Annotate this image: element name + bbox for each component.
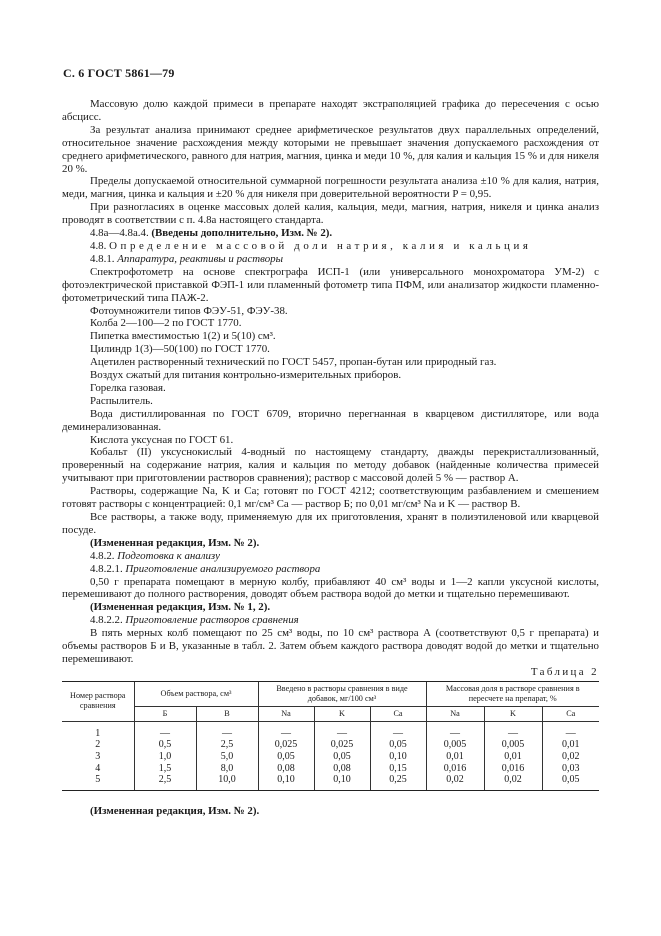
paragraph-acid: Кислота уксусная по ГОСТ 61. — [90, 433, 234, 446]
table-cell: 0,005 — [426, 739, 484, 751]
subsection-number: 4.8.2. — [90, 549, 118, 562]
paragraph-spectrophotometer: Спектрофотометр на основе спектрографа ИСП-1 (или универсального монохроматора УМ-2) с фотоэлектрической приставкой ФЭП-1 или пламенный фотометр типа ПФМ, или анализатор жидкости пламенно-фотометрический типа ПАЖ-2. — [62, 265, 599, 304]
subsection-heading-4-8-2 — [62, 550, 599, 563]
subsection-heading-4-8-2-1 — [62, 563, 599, 576]
paragraph-air: Воздух сжатый для питания контрольно-измерительных приборов. — [90, 369, 402, 382]
table-cell: 5,0 — [196, 751, 258, 763]
table-cell: 0,025 — [258, 739, 314, 751]
table-cell: 0,10 — [370, 751, 426, 763]
table-cell: 0,02 — [426, 774, 484, 790]
amendment-note: (Введены дополнительно, Изм. № 2). — [151, 227, 333, 240]
table-cell: — — [484, 721, 542, 739]
table-row — [62, 763, 599, 775]
table-2 — [62, 681, 599, 791]
subsection-number: 4.8.2.2. — [90, 614, 126, 627]
table-cell: 0,016 — [426, 763, 484, 775]
amendment-note-1: (Измененная редакция, Изм. № 2). — [90, 536, 260, 549]
subheader-na-mass: Na — [426, 706, 484, 721]
table-cell: 0,005 — [484, 739, 542, 751]
subheader-k-mass: K — [484, 706, 542, 721]
table-caption: Таблица 2 — [530, 665, 599, 678]
table-cell: 0,016 — [484, 763, 542, 775]
table-cell: 0,02 — [542, 751, 599, 763]
subheader-ca: Ca — [370, 706, 426, 721]
subsection-title: Приготовление анализируемого раствора — [125, 562, 321, 575]
table-cell: 0,01 — [484, 751, 542, 763]
table-cell: 0,10 — [258, 774, 314, 790]
amendment-note-2: (Измененная редакция, Изм. № 1, 2). — [90, 601, 271, 614]
table-cell: 8,0 — [196, 763, 258, 775]
table-cell: 0,5 — [134, 739, 196, 751]
header-solution-number: Номер раствора сравнения — [62, 681, 134, 721]
paragraph-water: Вода дистиллированная по ГОСТ 6709, вторично перегнанная в кварцевом дистилляторе, или вода деминерализованная. — [62, 407, 599, 433]
paragraph-sprayer: Распылитель. — [90, 394, 153, 407]
table-cell: 3 — [95, 750, 101, 762]
table-cell: — — [370, 721, 426, 739]
paragraph-amendment-48a — [62, 227, 599, 240]
paragraph-reference-prep: В пять мерных колб помещают по 25 см³ воды, по 10 см³ раствора А (соответствуют 0,5 г препарата) и объемы растворов Б и В, указанные в табл. 2. Затем объем каждого раствора доводят водой до метки и тщательно перемешивают. — [62, 627, 599, 665]
paragraph-result: За результат анализа принимают среднее арифметическое результатов двух параллельных определений, относительное значение расхождения между которыми не превышает значения допускаемого расхождения от среднего арифметического, равного для натрия, магния, цинка и меди 10 %, для калия и кальция 15 % и для никеля 20 %. — [62, 123, 599, 175]
header-volume: Объем раствора, см³ — [134, 681, 258, 706]
table-cell: 0,025 — [314, 739, 370, 751]
paragraph-sample-prep: 0,50 г препарата помещают в мерную колбу, прибавляют 40 см³ воды и 1—2 капли уксусной кислоты, перемешивают до полного растворения, доводят объем раствора водой до метки и тщательно перемешивают. — [62, 575, 599, 601]
paragraph-pipette: Пипетка вместимостью 1(2) и 5(10) см³. — [90, 330, 276, 343]
subheader-k: K — [314, 706, 370, 721]
header-mass-fraction: Массовая доля в растворе сравнения в пересчете на препарат, % — [426, 681, 599, 706]
amendment-note-final: (Измененная редакция, Изм. № 2). — [90, 804, 260, 817]
paragraph-flask: Колба 2—100—2 по ГОСТ 1770. — [90, 317, 242, 330]
table-cell: 5 — [62, 774, 134, 790]
table-cell: — — [314, 721, 370, 739]
table-cell: — — [196, 721, 258, 739]
document-body — [62, 98, 599, 818]
subsection-title: Аппаратура, реактивы и растворы — [117, 252, 284, 265]
table-row — [62, 774, 599, 790]
table-cell: 2,5 — [134, 774, 196, 790]
table-row — [62, 739, 599, 751]
table-cell: 1,5 — [134, 763, 196, 775]
table-cell: — — [542, 721, 599, 739]
page-header: С. 6 ГОСТ 5861—79 — [63, 66, 175, 80]
paragraph-photomultipliers: Фотоумножители типов ФЭУ-51, ФЭУ-38. — [90, 304, 288, 317]
subheader-ca-mass: Ca — [542, 706, 599, 721]
section-heading-4-8 — [62, 240, 599, 253]
table-row — [62, 751, 599, 763]
table-cell: 0,08 — [314, 763, 370, 775]
table-cell: 0,05 — [314, 751, 370, 763]
table-cell: 2,5 — [196, 739, 258, 751]
subheader-v: В — [196, 706, 258, 721]
paragraph-cobalt: Кобальт (II) уксуснокислый 4-водный по настоящему стандарту, дважды перекристаллизованный, проверенный на содержание натрия, калия и кальция по методу добавок (найденные количества примесей учитывают при приготовлении растворов сравнения); раствор с массовой долей 5 % — раствор А. — [62, 446, 599, 485]
table-cell: 0,05 — [370, 739, 426, 751]
table-cell: 0,03 — [542, 763, 599, 775]
section-title: Определение массовой доли натрия, калия и кальция — [109, 239, 532, 252]
table-cell: 1 — [95, 727, 101, 739]
subsection-number: 4.8.2.1. — [90, 562, 126, 575]
table-cell: 0,01 — [426, 751, 484, 763]
table-cell: 0,05 — [542, 774, 599, 790]
paragraph-extrapolation: Массовую долю каждой примеси в препарате находят экстраполяцией графика до пересечения с осью абсцисс. — [62, 98, 599, 123]
section-number: 4.8. — [90, 239, 110, 252]
subsection-title: Подготовка к анализу — [117, 549, 220, 562]
table-cell: 0,05 — [258, 751, 314, 763]
table-cell: 4 — [95, 762, 101, 774]
subsection-heading-4-8-2-2 — [62, 614, 599, 627]
table-cell: 0,01 — [542, 739, 599, 751]
paragraph-disputes: При разногласиях в оценке массовых долей калия, кальция, меди, магния, натрия, никеля и цинка анализ проводят в соответствии с п. 4.8а настоящего стандарта. — [62, 201, 599, 227]
amendment-ref: 4.8а—4.8а.4. — [90, 227, 152, 240]
table-cell: 0,02 — [484, 774, 542, 790]
table-cell: 0,25 — [370, 774, 426, 790]
paragraph-acetylene: Ацетилен растворенный технический по ГОСТ 5457, пропан-бутан или природный газ. — [90, 356, 497, 369]
table-cell: 0,10 — [314, 774, 370, 790]
table-cell: — — [134, 721, 196, 739]
table-cell: 0,08 — [258, 763, 314, 775]
paragraph-burner: Горелка газовая. — [90, 381, 166, 394]
table-cell: 0,15 — [370, 763, 426, 775]
table-cell: 1,0 — [134, 751, 196, 763]
paragraph-storage: Все растворы, а также воду, применяемую для их приготовления, хранят в полиэтиленовой или кварцевой посуде. — [62, 511, 599, 536]
paragraph-error-limits: Пределы допускаемой относительной суммарной погрешности результата анализа ±10 % для калия, натрия, меди, магния, цинка и кальция и ±20 % для никеля при доверительной вероятности P = 0,95. — [62, 175, 599, 201]
table-cell: — — [426, 721, 484, 739]
subsection-heading-4-8-1 — [62, 253, 599, 266]
header-added: Введено в растворы сравнения в виде добавок, мг/100 см³ — [258, 681, 426, 706]
table-cell: 2 — [95, 739, 101, 751]
table-cell: — — [258, 721, 314, 739]
subheader-na: Na — [258, 706, 314, 721]
table-row — [62, 721, 599, 739]
subsection-number: 4.8.1. — [90, 252, 118, 265]
table-cell: 10,0 — [196, 774, 258, 790]
subheader-b: Б — [134, 706, 196, 721]
subsection-title: Приготовление растворов сравнения — [125, 614, 299, 627]
paragraph-solutions: Растворы, содержащие Na, K и Ca; готовят по ГОСТ 4212; соответствующим разбавлением и смешением готовят растворы с концентрацией: 0,1 мг/см³ Ca — раствор Б; по 0,01 мг/см³ Na и K — раствор В. — [62, 485, 599, 511]
paragraph-cylinder: Цилиндр 1(3)—50(100) по ГОСТ 1770. — [90, 343, 270, 356]
